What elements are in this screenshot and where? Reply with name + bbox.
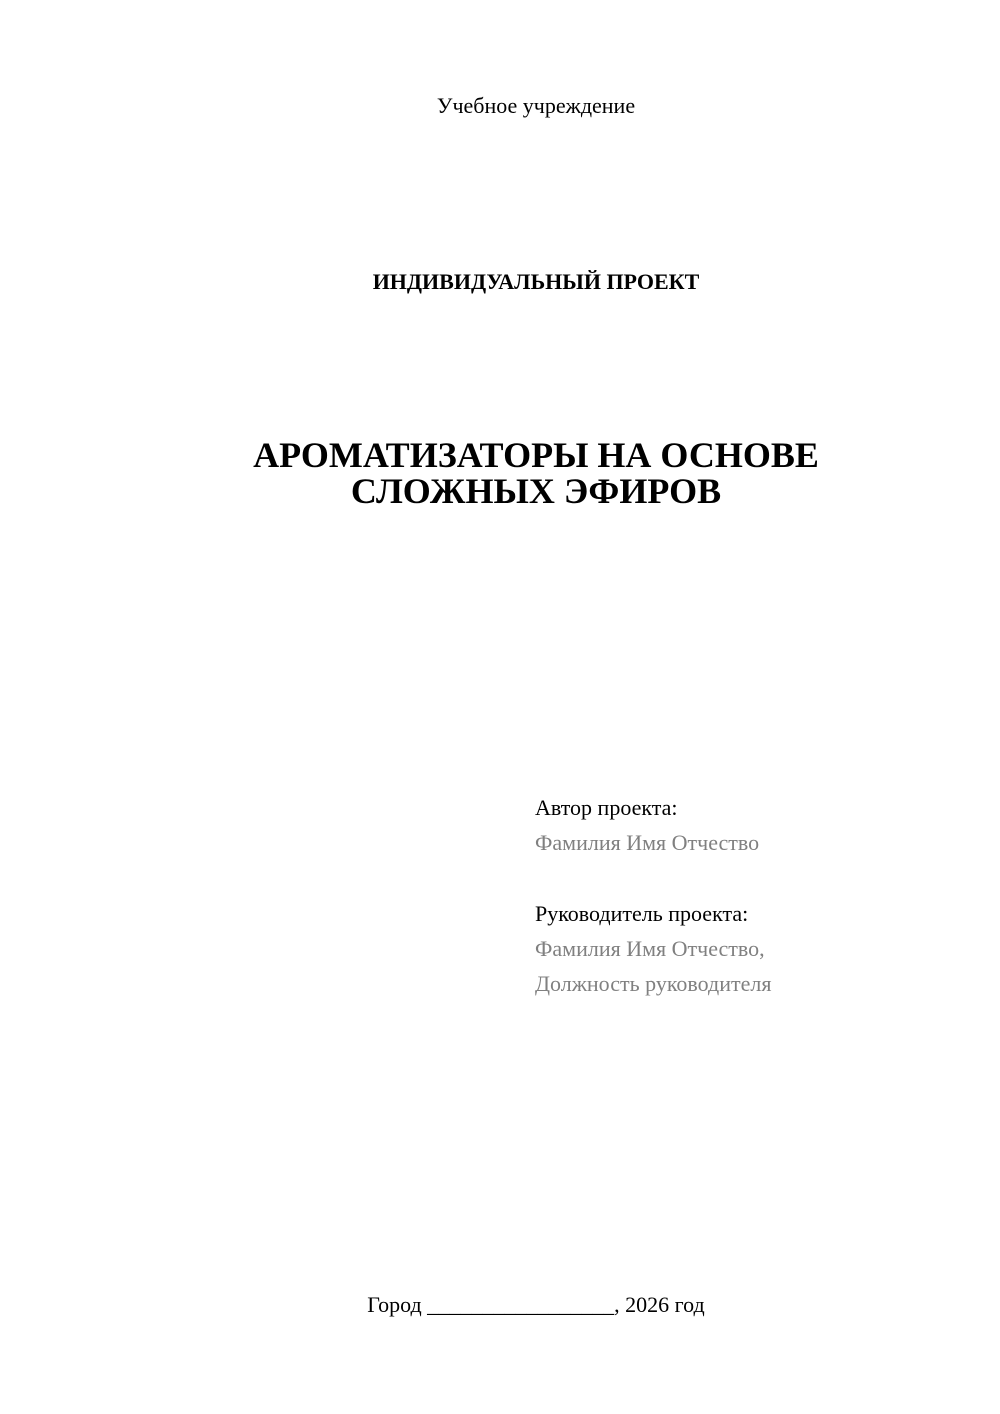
- supervisor-label: Руководитель проекта:: [535, 901, 749, 926]
- credits-spacer: [535, 860, 975, 896]
- credits-block: [535, 790, 975, 1001]
- project-title: [0, 437, 1000, 509]
- city-year-footer: Город _________________, 2026 год: [367, 1292, 705, 1317]
- project-title-line-1: АРОМАТИЗАТОРЫ НА ОСНОВЕ: [253, 435, 819, 475]
- institution-name: Учебное учреждение: [436, 93, 636, 118]
- supervisor-name: Фамилия Имя Отчество,: [535, 936, 765, 961]
- project-title-line-2: СЛОЖНЫХ ЭФИРОВ: [350, 471, 722, 511]
- author-name: Фамилия Имя Отчество: [535, 830, 760, 855]
- author-label: Автор проекта:: [535, 795, 678, 820]
- project-type-heading: ИНДИВИДУАЛЬНЫЙ ПРОЕКТ: [372, 269, 700, 294]
- supervisor-position: Должность руководителя: [535, 971, 772, 996]
